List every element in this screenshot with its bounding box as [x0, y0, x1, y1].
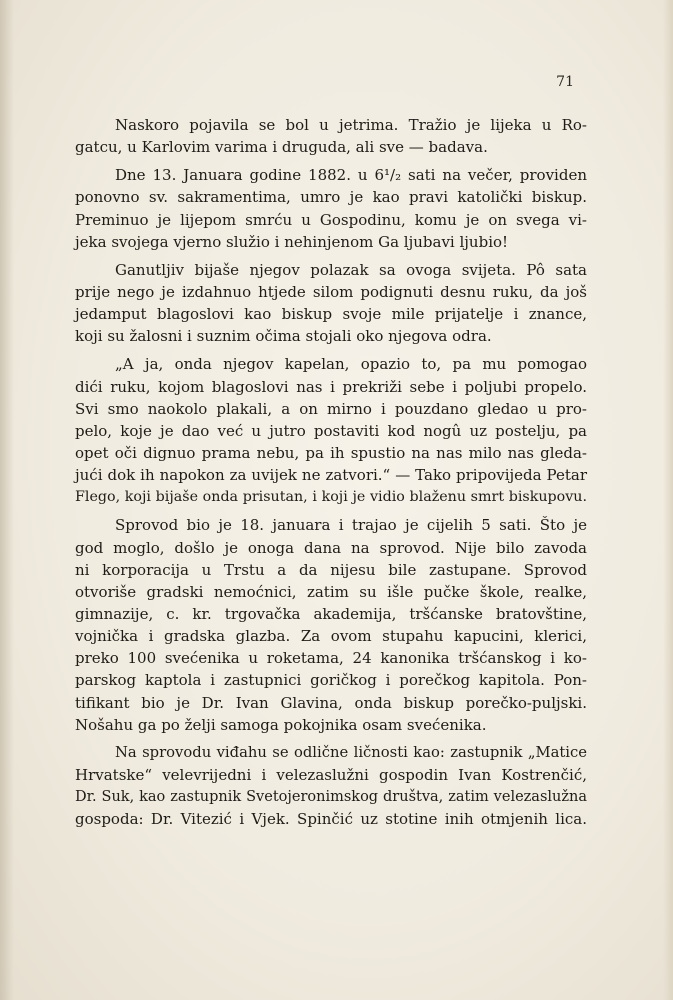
text-line: Ganutljiv bijaše njegov polazak sa ovoga svijeta. Pô sata — [115, 260, 587, 279]
text-line: gospoda: Dr. Vitezić i Vjek. Spinčić uz stotine inih otmjenih lica. — [75, 810, 587, 829]
text-line: Naskoro pojavila se bol u jetrima. Tražio je lijeka u Ro- — [115, 116, 587, 134]
text-line: Nošahu ga po želji samoga pokojnika osam svećenika. — [75, 715, 487, 734]
text-line: koji su žalosni i suznim očima stojali oko njegova odra. — [75, 327, 492, 346]
text-line: Flego, koji bijaše onda prisutan, i koji je vidio blaženu smrt biskupovu. — [75, 489, 587, 506]
text-line: pelo, koje je dao već u jutro postaviti kod nogû uz postelju, pa — [75, 421, 587, 440]
body-text — [75, 114, 587, 830]
text-line: opet oči dignuo prama nebu, pa ih spustio na nas milo nas gleda- — [75, 443, 587, 462]
paragraph-illness — [75, 114, 587, 158]
text-line: preko 100 svećenika u roketama, 24 kanonika tršćanskog i ko- — [75, 649, 587, 668]
text-line: ni korporacija u Trstu a da nijesu bile zastupane. Sprovod — [75, 560, 587, 579]
text-line: Sprovod bio je 18. januara i trajao je cijelih 5 sati. Što je — [115, 516, 587, 535]
paragraph-departure — [75, 259, 587, 348]
paragraph-funeral — [75, 514, 587, 735]
paragraph-attendees — [75, 742, 587, 831]
text-line: prije nego je izdahnuo htjede silom podignuti desnu ruku, da još — [75, 282, 587, 301]
page-number: 71 — [556, 74, 574, 90]
text-line: Svi smo naokolo plakali, a on mirno i pouzdano gledao u pro- — [75, 399, 587, 418]
text-line: Hrvatske“ velevrijedni i velezaslužni gospodin Ivan Kostrenčić, — [75, 765, 587, 784]
text-line: jeka svojega vjerno služio i nehinjenom Ga ljubavi ljubio! — [75, 232, 509, 251]
text-line: Dne 13. Januara godine 1882. u 6¹/₂ sati na večer, providen — [115, 166, 587, 185]
text-line: jedamput blagoslovi kao biskup svoje mile prijatelje i znance, — [75, 305, 587, 324]
paragraph-death — [75, 164, 587, 253]
text-line: dići ruku, kojom blagoslovi nas i prekriži sebe i poljubi propelo. — [75, 377, 587, 396]
text-line: vojnička i gradska glazba. Za ovom stupahu kapucini, klerici, — [75, 627, 587, 646]
text-line: tifikant bio je Dr. Ivan Glavina, onda biskup porečko-puljski. — [75, 693, 587, 712]
text-line: gatcu, u Karlovim varima i druguda, ali sve — badava. — [75, 138, 488, 157]
paragraph-chaplain-account — [75, 353, 587, 508]
text-line: god moglo, došlo je onoga dana na sprovod. Nije bilo zavoda — [75, 538, 587, 557]
text-line: „A ja, onda njegov kapelan, opazio to, pa mu pomogao — [115, 355, 587, 374]
text-line: gimnazije, c. kr. trgovačka akademija, tršćanske bratovštine, — [75, 604, 587, 623]
text-line: otvoriše gradski nemoćnici, zatim su išle pučke škole, realke, — [75, 582, 587, 601]
page-edge-shadow-right — [663, 0, 673, 1000]
text-line: Preminuo je lijepom smrću u Gospodinu, komu je on svega vi- — [75, 210, 587, 229]
text-line: Na sprovodu viđahu se odlične ličnosti kao: zastupnik „Matice — [115, 743, 587, 761]
text-line: ponovno sv. sakramentima, umro je kao pravi katolički biskup. — [75, 188, 587, 207]
text-line: parskog kaptola i zastupnici goričkog i porečkog kapitola. Pon- — [75, 671, 587, 690]
text-line: Dr. Suk, kao zastupnik Svetojeronimskog društva, zatim velezaslužna — [75, 789, 587, 806]
text-line: jući dok ih napokon za uvijek ne zatvori.“ — Tako pripovijeda Petar — [75, 466, 587, 485]
page-edge-shadow-left — [0, 0, 14, 1000]
